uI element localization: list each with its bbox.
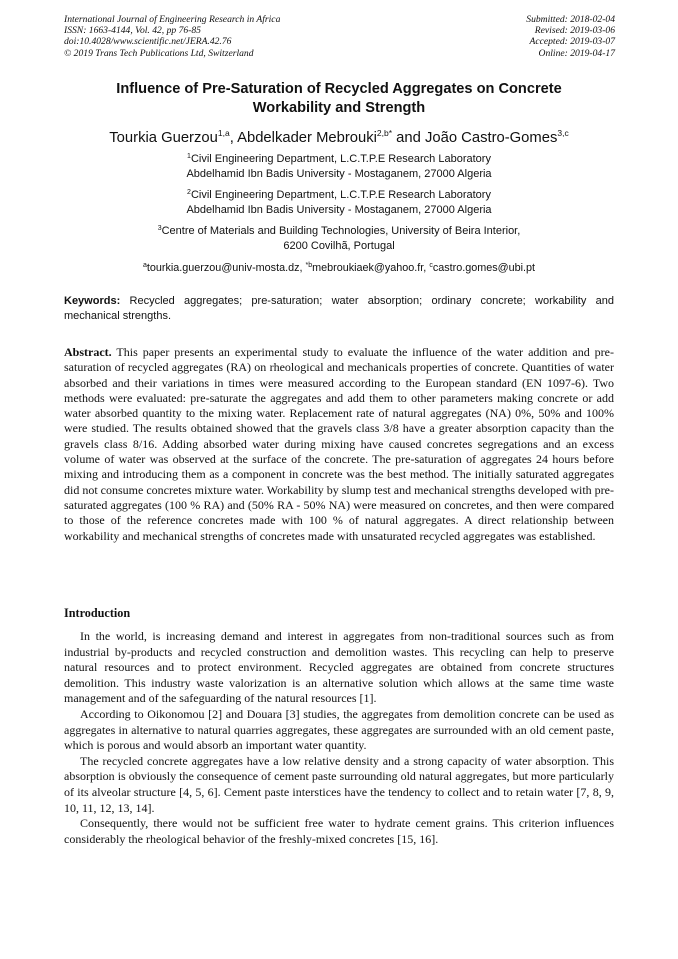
affiliation-number: 3	[157, 225, 162, 232]
affiliation-1	[60, 149, 618, 182]
author-2-affiliation-mark: 2,b*	[376, 128, 393, 138]
abstract-label: Abstract.	[64, 345, 112, 359]
affiliation-number: 2	[187, 189, 191, 196]
abstract-paragraph	[64, 345, 614, 544]
issn-line: ISSN: 1663-4144, Vol. 42, pp 76-85	[64, 25, 201, 37]
author-separator: ,	[229, 130, 238, 146]
email-mark: c	[429, 262, 433, 269]
email-address: mebroukiaek@yahoo.fr,	[312, 262, 430, 274]
author-3-affiliation-mark: 3,c	[557, 128, 569, 138]
doi-line: doi:10.4028/www.scientific.net/JERA.42.76	[64, 36, 232, 48]
abstract-text: This paper presents an experimental study to evaluate the influence of the water addition and pre-saturation of recycled aggregates (RA) on rheological and mechanicals properties of concrete. Quantities of water absorbed and their variations in times were measured according to the European standard (EN 1097-6). Two methods were evaluated: pre-saturate the aggregates and add them to other parameters making concrete or add water absorbed quantity to the mixing water. Replacement rate of natural aggregates (NA) 0%, 50% and 100% were studied. The results obtained showed that the gravels class 3/8 have a greater absorption capacity than the gravels class 8/16. Adding absorbed water during mixing have caused concretes segregations and an excess volume of water was observed at the surface of the concrete. The pre-saturation of aggregates 24 hours before mixing and introducing them as a component in concrete was the best method. The initially saturated aggregates did not consume concretes mixture water. Workability by slump test and mechanical strengths developed with pre-saturated aggregates (100 % RA) and (50% RA - 50% NA) were measured on concretes, and then were compared to those of the reference concretes made with 100 % of natural aggregates. A direct relationship between workability and mechanical strengths of concretes made with unsaturated recycled aggregates was established.	[64, 345, 615, 543]
email-mark: a	[142, 262, 147, 269]
introduction-heading: Introduction	[64, 606, 131, 620]
body-paragraph: Consequently, there would not be sufficient free water to hydrate cement grains. This criterion influences considerably the rheological behavior of the freshly-mixed concretes [15, 16].	[64, 816, 614, 846]
email-mark: *b	[305, 262, 313, 269]
paper-title	[60, 80, 618, 118]
email-address: castro.gomes@ubi.pt	[432, 262, 535, 274]
author-emails	[40, 259, 638, 275]
author-2-name: Abdelkader Mebrouki	[237, 130, 377, 146]
journal-name: International Journal of Engineering Research in Africa	[64, 14, 281, 25]
author-list	[40, 124, 638, 148]
online-date: Online: 2019-04-17	[538, 47, 615, 59]
affiliation-line: Abdelhamid Ibn Badis University - Mostaganem, 27000 Algeria	[186, 204, 492, 216]
body-paragraph: According to Oikonomou [2] and Douara [3] studies, the aggregates from demolition concrete can be used as aggregates in alternative to natural quarries aggregates, these aggregates are surrounded with an old cement paste, which is porous and would absorb an important water quantity.	[64, 706, 614, 753]
keywords-label: Keywords:	[64, 295, 121, 307]
introduction-body	[64, 629, 614, 847]
affiliation-3	[60, 221, 618, 254]
body-paragraph: In the world, is increasing demand and interest in aggregates from non-traditional sources such as from industrial by-products and recycled construction and demolition wastes. This recycling can help to preserve natural resources and to protect environment. Recycled aggregates are obtained from concrete structures demolition. This industry waste valorization is an alternative solution which allows at the same time waste management and of the safeguarding of the natural resources [1].	[64, 629, 614, 706]
author-3-name: João Castro-Gomes	[424, 130, 558, 146]
copyright-line: © 2019 Trans Tech Publications Ltd, Switzerland	[64, 47, 254, 59]
author-separator: and	[392, 130, 425, 146]
affiliation-line: Civil Engineering Department, L.C.T.P.E Research Laboratory	[190, 153, 491, 165]
accepted-date: Accepted: 2019-03-07	[529, 36, 615, 48]
journal-header	[64, 14, 280, 59]
affiliation-2	[60, 185, 618, 218]
affiliation-line: 6200 Covilhã, Portugal	[283, 240, 395, 252]
keywords-text: Recycled aggregates; pre-saturation; water absorption; ordinary concrete; workability and mechanical strengths.	[64, 295, 614, 322]
title-line-2: Workability and Strength	[252, 100, 426, 116]
author-1-name: Tourkia Guerzou	[109, 130, 218, 146]
affiliation-line: Abdelhamid Ibn Badis University - Mostaganem, 27000 Algeria	[186, 168, 492, 180]
dates-header	[526, 14, 615, 59]
author-1-affiliation-mark: 1,a	[217, 128, 230, 138]
submitted-date: Submitted: 2018-02-04	[526, 14, 615, 25]
title-line-1: Influence of Pre-Saturation of Recycled Aggregates on Concrete	[116, 81, 562, 97]
revised-date: Revised: 2019-03-06	[534, 25, 615, 37]
affiliation-line: Civil Engineering Department, L.C.T.P.E Research Laboratory	[190, 189, 491, 201]
body-paragraph: The recycled concrete aggregates have a low relative density and a strong capacity of water absorption. This absorption is obviously the consequence of cement paste surrounding old natural aggregates, but more particularly of its alveolar structure [4, 5, 6]. Cement paste interstices have the tendency to collect and to retain water [7, 8, 9, 10, 11, 12, 13, 14].	[64, 753, 614, 815]
affiliation-line: Centre of Materials and Building Technologies, University of Beira Interior,	[161, 225, 521, 237]
affiliation-number: 1	[187, 153, 191, 160]
email-address: tourkia.guerzou@univ-mosta.dz,	[146, 262, 306, 274]
keywords-paragraph	[64, 294, 614, 324]
